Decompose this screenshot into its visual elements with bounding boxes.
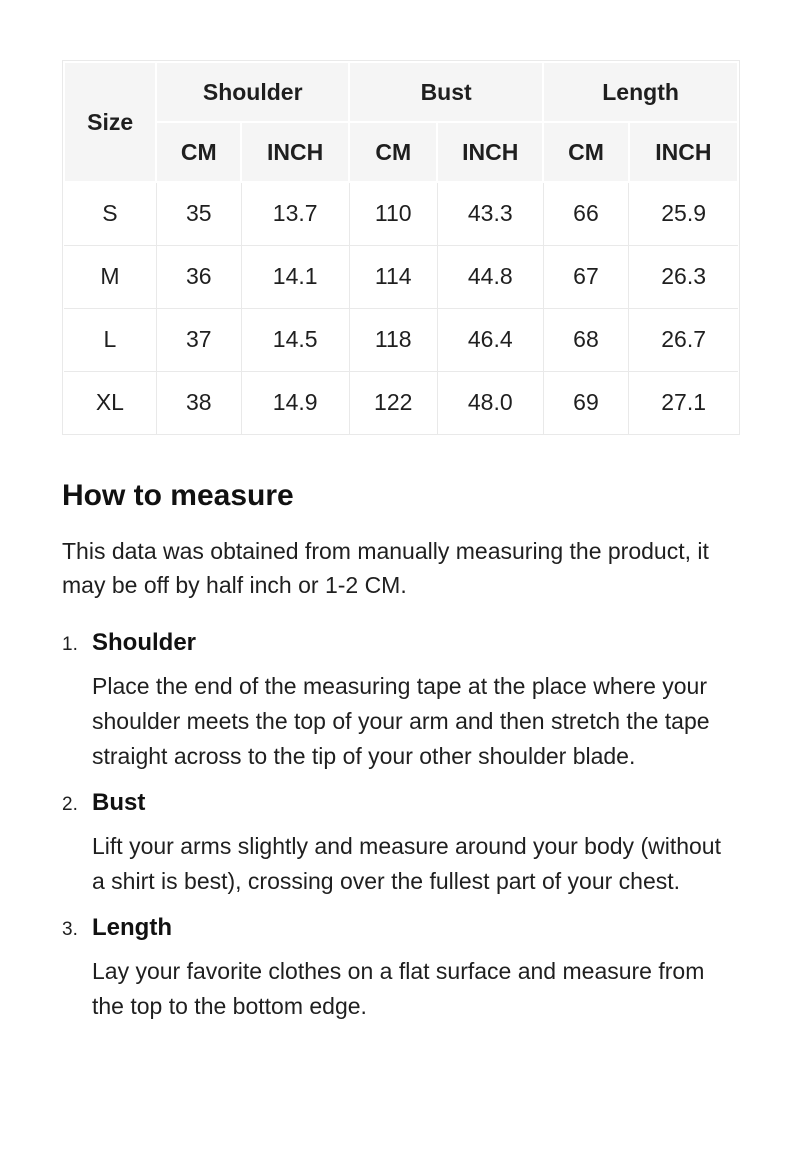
size-cell: S xyxy=(64,182,156,245)
step-title-shoulder: Shoulder xyxy=(92,628,197,656)
size-chart-table-container xyxy=(62,60,740,435)
measure-steps-list xyxy=(62,628,740,1024)
unit-header-shoulder-inch: INCH xyxy=(241,122,349,182)
table-row xyxy=(64,308,738,371)
list-item-shoulder xyxy=(62,628,740,774)
list-item-length xyxy=(62,913,740,1024)
step-title-length: Length xyxy=(92,913,172,941)
size-cell: M xyxy=(64,245,156,308)
step-description-shoulder: Place the end of the measuring tape at the place where your shoulder meets the top of your arm and then stretch the tape straight across to the tip of your other shoulder blade. xyxy=(92,672,710,769)
value-cell: 36 xyxy=(156,245,241,308)
how-to-measure-heading: How to measure xyxy=(62,479,294,512)
value-cell: 122 xyxy=(349,371,437,434)
value-cell: 114 xyxy=(349,245,437,308)
table-header-row-groups xyxy=(64,62,738,122)
column-header-size: Size xyxy=(64,62,156,182)
value-cell: 110 xyxy=(349,182,437,245)
step-description-length: Lay your favorite clothes on a flat surface and measure from the top to the bottom edge. xyxy=(92,957,705,1019)
column-group-length: Length xyxy=(543,62,738,122)
step-description-bust: Lift your arms slightly and measure around your body (without a shirt is best), crossing over the fullest part of your chest. xyxy=(92,832,721,894)
size-cell: XL xyxy=(64,371,156,434)
value-cell: 48.0 xyxy=(437,371,543,434)
list-marker: 1. xyxy=(62,633,78,655)
value-cell: 46.4 xyxy=(437,308,543,371)
unit-header-length-inch: INCH xyxy=(629,122,738,182)
value-cell: 26.3 xyxy=(629,245,738,308)
value-cell: 38 xyxy=(156,371,241,434)
value-cell: 44.8 xyxy=(437,245,543,308)
column-group-shoulder: Shoulder xyxy=(156,62,349,122)
value-cell: 37 xyxy=(156,308,241,371)
value-cell: 25.9 xyxy=(629,182,738,245)
value-cell: 14.1 xyxy=(241,245,349,308)
unit-header-bust-inch: INCH xyxy=(437,122,543,182)
table-row xyxy=(64,182,738,245)
list-marker: 2. xyxy=(62,793,78,815)
size-cell: L xyxy=(64,308,156,371)
table-header-row-units xyxy=(64,122,738,182)
unit-header-bust-cm: CM xyxy=(349,122,437,182)
value-cell: 14.9 xyxy=(241,371,349,434)
measure-disclaimer-text: This data was obtained from manually measuring the product, it may be off by half inch or 1-2 CM. xyxy=(62,537,709,598)
column-group-bust: Bust xyxy=(349,62,543,122)
list-item-bust xyxy=(62,788,740,899)
value-cell: 27.1 xyxy=(629,371,738,434)
size-chart-table xyxy=(63,61,739,434)
value-cell: 67 xyxy=(543,245,629,308)
value-cell: 69 xyxy=(543,371,629,434)
unit-header-shoulder-cm: CM xyxy=(156,122,241,182)
value-cell: 68 xyxy=(543,308,629,371)
value-cell: 43.3 xyxy=(437,182,543,245)
value-cell: 66 xyxy=(543,182,629,245)
table-row xyxy=(64,245,738,308)
value-cell: 14.5 xyxy=(241,308,349,371)
value-cell: 26.7 xyxy=(629,308,738,371)
value-cell: 35 xyxy=(156,182,241,245)
value-cell: 118 xyxy=(349,308,437,371)
value-cell: 13.7 xyxy=(241,182,349,245)
step-title-bust: Bust xyxy=(92,788,146,816)
list-marker: 3. xyxy=(62,918,78,940)
unit-header-length-cm: CM xyxy=(543,122,629,182)
table-row xyxy=(64,371,738,434)
